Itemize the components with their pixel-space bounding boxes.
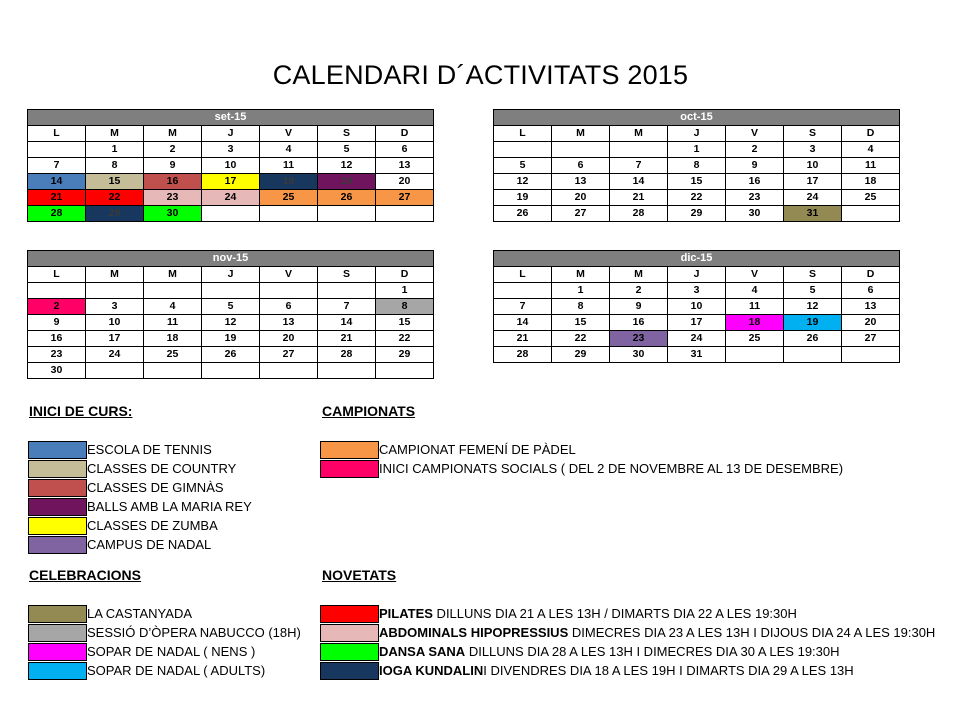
day-cell: 30 [144, 206, 202, 222]
day-cell: 6 [552, 158, 610, 174]
day-cell [28, 283, 86, 299]
day-cell: 8 [668, 158, 726, 174]
section-heading-inici: INICI DE CURS: [29, 403, 133, 419]
legend-label-text: SESSIÓ D’ÒPERA NABUCCO (18H) [87, 625, 301, 640]
day-cell [28, 142, 86, 158]
day-cell: 27 [376, 190, 434, 206]
day-cell: 18 [842, 174, 900, 190]
day-cell: 28 [318, 347, 376, 363]
calendar-december [493, 250, 900, 363]
day-cell: 13 [842, 299, 900, 315]
month-header: dic-15 [494, 251, 900, 267]
day-cell: 11 [260, 158, 318, 174]
legend-label-text: DIMECRES DIA 23 A LES 13H I DIJOUS DIA 24 A LES 19:30H [568, 625, 936, 640]
legend-label-text: CLASSES DE ZUMBA [87, 518, 218, 533]
weekday-header: M [552, 267, 610, 283]
day-cell [86, 283, 144, 299]
legend-label-text: DILLUNS DIA 21 A LES 13H / DIMARTS DIA 22 A LES 19:30H [432, 606, 797, 621]
day-cell: 9 [610, 299, 668, 315]
day-cell: 3 [784, 142, 842, 158]
day-cell: 30 [610, 347, 668, 363]
weekday-header: S [784, 267, 842, 283]
day-cell: 22 [552, 331, 610, 347]
weekday-header: S [784, 126, 842, 142]
day-cell: 3 [202, 142, 260, 158]
day-cell: 26 [494, 206, 552, 222]
weekday-header: M [86, 267, 144, 283]
weekday-header: J [202, 126, 260, 142]
day-cell: 10 [86, 315, 144, 331]
day-cell: 19 [784, 315, 842, 331]
day-cell: 4 [260, 142, 318, 158]
day-cell: 17 [202, 174, 260, 190]
day-cell [552, 142, 610, 158]
weekday-header: M [552, 126, 610, 142]
legend-label [379, 460, 843, 478]
day-cell: 24 [668, 331, 726, 347]
day-cell [86, 363, 144, 379]
day-cell: 10 [668, 299, 726, 315]
legend-swatch [28, 643, 87, 661]
legend-label-text: CAMPIONAT FEMENÍ DE PÀDEL [379, 442, 576, 457]
day-cell: 8 [86, 158, 144, 174]
day-cell: 26 [784, 331, 842, 347]
legend-swatch [28, 662, 87, 680]
day-cell: 28 [28, 206, 86, 222]
legend-swatch [28, 460, 87, 478]
section-heading-novetats: NOVETATS [322, 567, 397, 583]
day-cell: 23 [726, 190, 784, 206]
day-cell: 28 [494, 347, 552, 363]
day-cell: 21 [610, 190, 668, 206]
day-cell: 8 [376, 299, 434, 315]
weekday-header: S [318, 267, 376, 283]
day-cell: 11 [144, 315, 202, 331]
weekday-header: M [144, 126, 202, 142]
day-cell: 26 [202, 347, 260, 363]
legend-swatch [28, 441, 87, 459]
month-header: set-15 [28, 110, 434, 126]
legend-label [87, 624, 301, 642]
day-cell [202, 206, 260, 222]
day-cell: 21 [28, 190, 86, 206]
day-cell [726, 347, 784, 363]
day-cell: 27 [260, 347, 318, 363]
legend-label [87, 441, 212, 459]
day-cell: 9 [726, 158, 784, 174]
legend-label [87, 498, 252, 516]
day-cell: 9 [144, 158, 202, 174]
weekday-header: L [494, 126, 552, 142]
day-cell: 14 [494, 315, 552, 331]
day-cell: 17 [86, 331, 144, 347]
legend-label [379, 662, 854, 680]
weekday-header: D [376, 126, 434, 142]
legend-label [87, 479, 224, 497]
day-cell [376, 206, 434, 222]
legend-label [87, 536, 211, 554]
calendar-october [493, 109, 900, 222]
legend-swatch [28, 536, 87, 554]
legend-label-bold: ABDOMINALS HIPOPRESSIUS [379, 625, 569, 640]
legend-label [87, 643, 255, 661]
weekday-header: L [494, 267, 552, 283]
day-cell: 2 [28, 299, 86, 315]
day-cell: 9 [28, 315, 86, 331]
day-cell [610, 142, 668, 158]
day-cell: 16 [610, 315, 668, 331]
calendar-november [27, 250, 434, 379]
weekday-header: M [610, 126, 668, 142]
legend-label [87, 605, 192, 623]
weekday-header: J [668, 267, 726, 283]
day-cell [202, 363, 260, 379]
day-cell: 20 [376, 174, 434, 190]
day-cell [202, 283, 260, 299]
day-cell: 18 [260, 174, 318, 190]
weekday-header: S [318, 126, 376, 142]
day-cell: 2 [144, 142, 202, 158]
legend-label-text: DILLUNS DIA 28 A LES 13H I DIMECRES DIA 30 A LES 19:30H [465, 644, 840, 659]
day-cell: 4 [144, 299, 202, 315]
legend-swatch [320, 441, 379, 459]
weekday-header: M [610, 267, 668, 283]
legend-label [379, 643, 840, 661]
legend-swatch [320, 460, 379, 478]
weekday-header: L [28, 267, 86, 283]
day-cell: 25 [726, 331, 784, 347]
day-cell: 22 [668, 190, 726, 206]
day-cell [260, 283, 318, 299]
legend-label-text: LA CASTANYADA [87, 606, 192, 621]
day-cell: 7 [318, 299, 376, 315]
day-cell: 14 [28, 174, 86, 190]
legend-label-text: I DIVENDRES DIA 18 A LES 19H I DIMARTS DIA 29 A LES 13H [483, 663, 854, 678]
day-cell: 21 [318, 331, 376, 347]
day-cell: 3 [86, 299, 144, 315]
day-cell: 25 [842, 190, 900, 206]
day-cell: 13 [376, 158, 434, 174]
legend-label-text: INICI CAMPIONATS SOCIALS ( DEL 2 DE NOVEMBRE AL 13 DE DESEMBRE) [379, 461, 844, 476]
day-cell: 25 [260, 190, 318, 206]
legend-swatch [320, 624, 379, 642]
day-cell [494, 283, 552, 299]
day-cell: 26 [318, 190, 376, 206]
legend-label-text: CLASSES DE COUNTRY [87, 461, 237, 476]
legend-swatch [320, 605, 379, 623]
day-cell: 6 [260, 299, 318, 315]
day-cell [260, 363, 318, 379]
day-cell: 15 [552, 315, 610, 331]
legend-label-text: BALLS AMB LA MARIA REY [87, 499, 252, 514]
day-cell: 29 [668, 206, 726, 222]
weekday-header: V [726, 267, 784, 283]
day-cell: 29 [86, 206, 144, 222]
day-cell [260, 206, 318, 222]
day-cell [842, 347, 900, 363]
day-cell: 20 [260, 331, 318, 347]
day-cell [842, 206, 900, 222]
legend-label [87, 460, 236, 478]
legend-swatch [28, 498, 87, 516]
day-cell [784, 347, 842, 363]
day-cell: 7 [28, 158, 86, 174]
weekday-header: V [260, 267, 318, 283]
day-cell: 28 [610, 206, 668, 222]
day-cell: 31 [784, 206, 842, 222]
day-cell: 22 [86, 190, 144, 206]
day-cell: 12 [318, 158, 376, 174]
weekday-header: D [842, 267, 900, 283]
legend-swatch [28, 479, 87, 497]
month-header: nov-15 [28, 251, 434, 267]
day-cell: 24 [784, 190, 842, 206]
day-cell: 23 [144, 190, 202, 206]
legend-label-bold: DANSA SANA [379, 644, 466, 659]
day-cell: 13 [260, 315, 318, 331]
section-heading-campionats: CAMPIONATS [322, 403, 416, 419]
day-cell [144, 283, 202, 299]
legend-label-text: CLASSES DE GIMNÀS [87, 480, 224, 495]
day-cell: 10 [202, 158, 260, 174]
day-cell: 12 [784, 299, 842, 315]
day-cell: 1 [668, 142, 726, 158]
weekday-header: M [86, 126, 144, 142]
day-cell: 11 [726, 299, 784, 315]
day-cell: 24 [202, 190, 260, 206]
weekday-header: J [668, 126, 726, 142]
legend-label [379, 605, 797, 623]
day-cell: 17 [784, 174, 842, 190]
day-cell: 30 [726, 206, 784, 222]
legend-swatch [28, 517, 87, 535]
legend-swatch [320, 643, 379, 661]
day-cell: 7 [494, 299, 552, 315]
day-cell: 29 [552, 347, 610, 363]
day-cell: 31 [668, 347, 726, 363]
weekday-header: D [376, 267, 434, 283]
day-cell: 5 [318, 142, 376, 158]
day-cell: 15 [376, 315, 434, 331]
day-cell [318, 363, 376, 379]
day-cell: 25 [144, 347, 202, 363]
day-cell: 19 [318, 174, 376, 190]
legend-label [87, 517, 218, 535]
weekday-header: D [842, 126, 900, 142]
day-cell: 15 [668, 174, 726, 190]
day-cell: 22 [376, 331, 434, 347]
weekday-header: V [260, 126, 318, 142]
day-cell: 18 [726, 315, 784, 331]
day-cell: 4 [726, 283, 784, 299]
legend-label-text: SOPAR DE NADAL ( NENS ) [87, 644, 256, 659]
weekday-header: M [144, 267, 202, 283]
day-cell: 12 [202, 315, 260, 331]
day-cell: 12 [494, 174, 552, 190]
day-cell: 6 [376, 142, 434, 158]
section-heading-celebracions: CELEBRACIONS [29, 567, 142, 583]
day-cell: 3 [668, 283, 726, 299]
day-cell: 14 [610, 174, 668, 190]
day-cell: 1 [376, 283, 434, 299]
day-cell: 7 [610, 158, 668, 174]
day-cell: 18 [144, 331, 202, 347]
day-cell: 1 [86, 142, 144, 158]
legend-swatch [320, 662, 379, 680]
day-cell: 4 [842, 142, 900, 158]
day-cell: 17 [668, 315, 726, 331]
day-cell: 19 [202, 331, 260, 347]
day-cell: 2 [610, 283, 668, 299]
day-cell: 2 [726, 142, 784, 158]
weekday-header: V [726, 126, 784, 142]
day-cell [318, 206, 376, 222]
month-header: oct-15 [494, 110, 900, 126]
day-cell: 16 [28, 331, 86, 347]
day-cell: 24 [86, 347, 144, 363]
legend-swatch [28, 605, 87, 623]
legend-label-text: SOPAR DE NADAL ( ADULTS) [87, 663, 266, 678]
legend-label [379, 624, 935, 642]
day-cell: 13 [552, 174, 610, 190]
day-cell: 27 [552, 206, 610, 222]
day-cell [318, 283, 376, 299]
day-cell: 6 [842, 283, 900, 299]
day-cell: 5 [494, 158, 552, 174]
day-cell: 20 [842, 315, 900, 331]
day-cell: 29 [376, 347, 434, 363]
day-cell: 10 [784, 158, 842, 174]
day-cell [494, 142, 552, 158]
day-cell: 14 [318, 315, 376, 331]
legend-label-text: ESCOLA DE TENNIS [87, 442, 212, 457]
legend-label-bold: IOGA KUNDALIN [379, 663, 484, 678]
day-cell: 8 [552, 299, 610, 315]
legend-label [379, 441, 576, 459]
weekday-header: L [28, 126, 86, 142]
day-cell: 16 [144, 174, 202, 190]
day-cell [144, 363, 202, 379]
day-cell: 23 [610, 331, 668, 347]
day-cell: 19 [494, 190, 552, 206]
day-cell [376, 363, 434, 379]
day-cell: 30 [28, 363, 86, 379]
legend-label-text: CAMPUS DE NADAL [87, 537, 212, 552]
day-cell: 21 [494, 331, 552, 347]
day-cell: 20 [552, 190, 610, 206]
day-cell: 11 [842, 158, 900, 174]
legend-label-bold: PILATES [379, 606, 433, 621]
day-cell: 15 [86, 174, 144, 190]
day-cell: 5 [784, 283, 842, 299]
page-title: CALENDARI D´ACTIVITATS 2015 [272, 60, 689, 90]
legend-label [87, 662, 265, 680]
calendar-september [27, 109, 434, 222]
day-cell: 23 [28, 347, 86, 363]
day-cell: 5 [202, 299, 260, 315]
day-cell: 1 [552, 283, 610, 299]
weekday-header: J [202, 267, 260, 283]
day-cell: 16 [726, 174, 784, 190]
day-cell: 27 [842, 331, 900, 347]
legend-swatch [28, 624, 87, 642]
